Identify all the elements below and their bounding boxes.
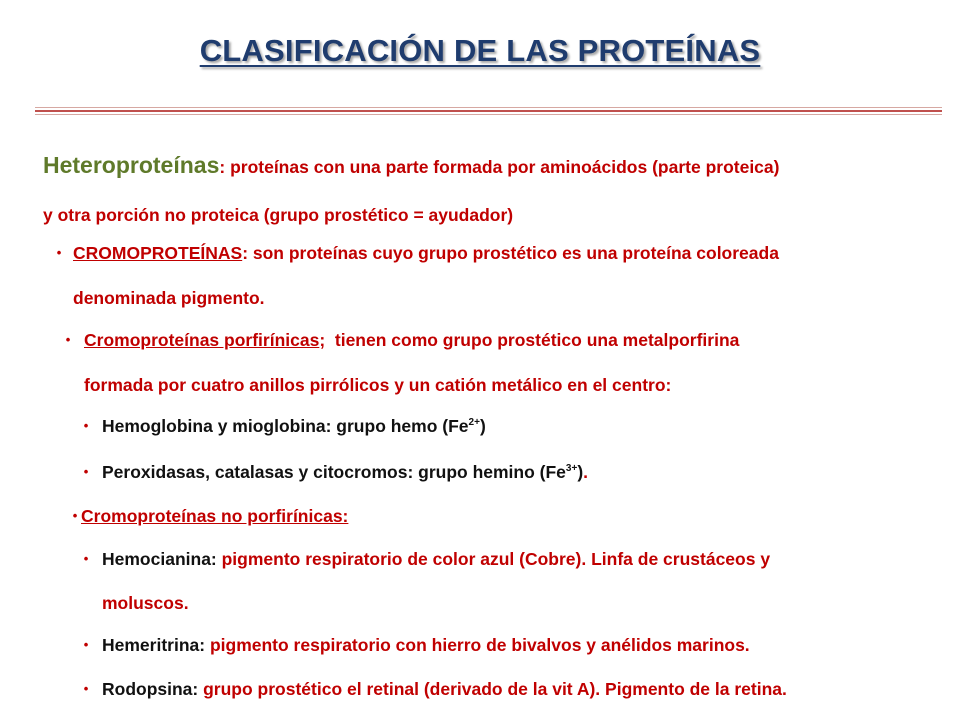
intro-line-2: y otra porción no proteica (grupo prostético = ayudador) <box>43 205 514 225</box>
perox-dot: . <box>583 462 589 482</box>
porfi-line-2: formada por cuatro anillos pirrólicos y un catión metálico en el centro: <box>84 375 672 395</box>
hemoc-line-1 <box>102 549 770 570</box>
rodop-line <box>102 679 787 700</box>
hemo-charge: 2+ <box>468 417 480 429</box>
heteroproteinas-term: Heteroproteínas <box>43 152 220 178</box>
porfi-line-1 <box>84 330 739 351</box>
bullet-icon: • <box>65 332 71 347</box>
rodopsina-term: Rodopsina: <box>102 679 199 699</box>
bullet-icon: • <box>83 418 89 433</box>
bullet-icon: • <box>83 551 89 566</box>
cromo-line-1 <box>73 243 779 264</box>
bullet-icon: • <box>72 508 78 523</box>
slide-title: CLASIFICACIÓN DE LAS PROTEÍNAS <box>199 33 761 68</box>
no-porfirinicas-term: Cromoproteínas no porfirínicas: <box>81 506 349 526</box>
title-divider-bottom <box>35 114 942 115</box>
hemo-line <box>102 416 486 437</box>
intro-text-1: : proteínas con una parte formada por aminoácidos (parte proteica) <box>219 157 780 177</box>
hemocianina-term: Hemocianina: <box>102 549 217 569</box>
hemeritrina-term: Hemeritrina: <box>102 635 206 655</box>
hemer-text-1: pigmento respiratorio con hierro de bivalvos y anélidos marinos. <box>205 635 750 655</box>
title-divider-top <box>35 107 942 108</box>
bullet-icon: • <box>83 681 89 696</box>
title-divider-main <box>35 110 942 112</box>
intro-line-1 <box>43 152 779 179</box>
porfi-sep: ; <box>319 330 326 350</box>
bullet-icon: • <box>56 245 62 260</box>
rodop-text-1: grupo prostético el retinal (derivado de la vit A). Pigmento de la retina. <box>198 679 787 699</box>
perox-close: ) <box>577 462 584 482</box>
hemoc-text-1: pigmento respiratorio de color azul (Cobre). Linfa de crustáceos y <box>216 549 771 569</box>
perox-charge: 3+ <box>565 463 578 475</box>
porfirinicas-term: Cromoproteínas porfirínicas <box>84 330 320 350</box>
bullet-icon: • <box>83 464 89 479</box>
porfi-text-1: tienen como grupo prostético una metalporfirina <box>325 330 740 350</box>
hemo-text: Hemoglobina y mioglobina: grupo hemo (Fe <box>102 416 469 436</box>
cromo-line-2: denominada pigmento. <box>73 288 265 308</box>
noporfi-line <box>81 506 348 527</box>
cromoproteinas-term: CROMOPROTEÍNAS <box>73 243 243 263</box>
perox-line <box>102 462 588 483</box>
hemo-close: ) <box>479 416 486 436</box>
perox-text: Peroxidasas, catalasas y citocromos: grupo hemino (Fe <box>102 462 566 482</box>
hemer-line <box>102 635 750 656</box>
hemoc-line-2: moluscos. <box>102 593 189 613</box>
bullet-icon: • <box>83 637 89 652</box>
cromo-text-1: : son proteínas cuyo grupo prostético es una proteína coloreada <box>242 243 779 263</box>
